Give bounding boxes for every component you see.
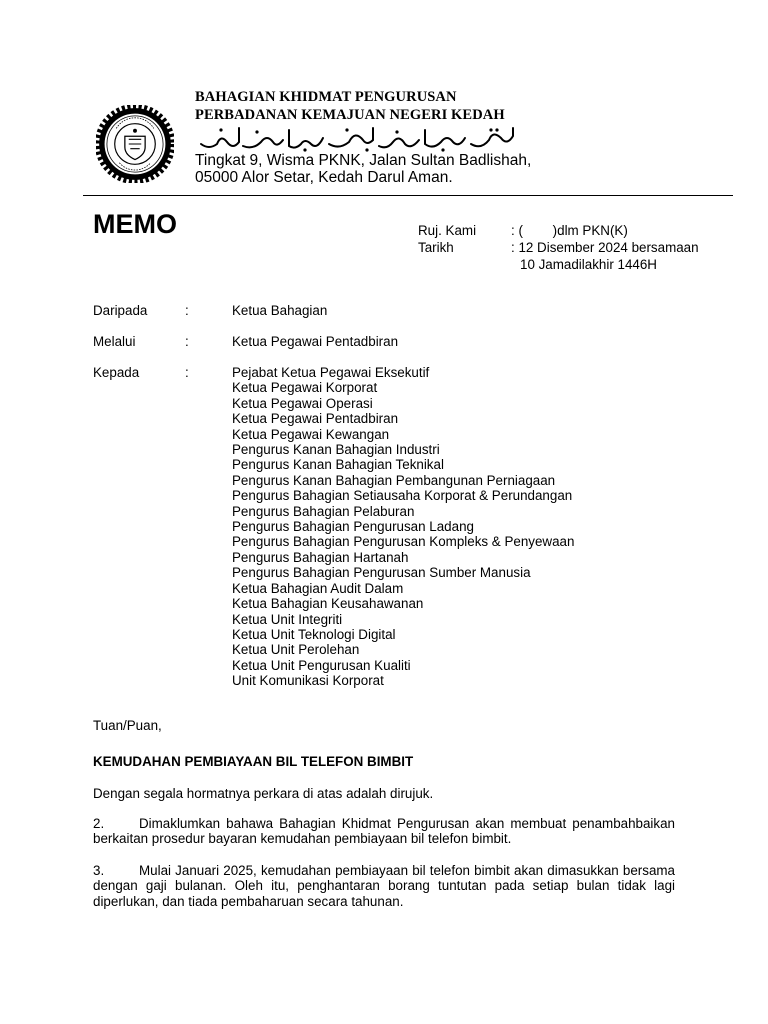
recipient-item: Pejabat Ketua Pegawai Eksekutif: [232, 365, 430, 380]
daripada-label: Daripada: [93, 303, 148, 318]
address-line-2: 05000 Alor Setar, Kedah Darul Aman.: [195, 169, 453, 186]
recipient-item: Ketua Bahagian Audit Dalam: [232, 580, 404, 596]
paragraph-2-number: 2.: [93, 816, 105, 831]
recipient-item: Pengurus Bahagian Pengurusan Sumber Manusia: [232, 565, 531, 581]
recipient-item: Pengurus Kanan Bahagian Teknikal: [232, 457, 444, 473]
memo-title: MEMO: [93, 209, 177, 239]
recipient-item: Ketua Pegawai Kewangan: [232, 426, 390, 442]
recipient-item: Ketua Bahagian Keusahawanan: [232, 596, 424, 612]
recipient-item: Ketua Pegawai Operasi: [232, 395, 373, 411]
paragraph-2-text: Dimaklumkan bahawa Bahagian Khidmat Pengurusan akan membuat penambahbaikan berkaitan prosedur bayaran kemudahan pembiayaan bil telefon bimbit.: [93, 816, 675, 847]
tarikh-label: Tarikh: [418, 240, 454, 255]
kepada-label: Kepada: [93, 365, 140, 380]
organization-name: [195, 88, 505, 124]
recipient-item: Ketua Unit Pengurusan Kualiti: [232, 657, 411, 673]
address: [195, 152, 531, 186]
pknk-seal-icon: [96, 105, 174, 183]
address-line-1: Tingkat 9, Wisma PKNK, Jalan Sultan Badlishah,: [195, 152, 532, 169]
melalui-value: Ketua Pegawai Pentadbiran: [232, 334, 399, 349]
recipient-item: Pengurus Bahagian Pengurusan Ladang: [232, 519, 474, 535]
org-line-1: BAHAGIAN KHIDMAT PENGURUSAN: [195, 89, 457, 105]
paragraph-3-text: Mulai Januari 2025, kemudahan pembiayaan bil telefon bimbit akan dimasukkan bersama dengan gaji bulanan. Oleh itu, penghantaran borang tuntutan pada setiap bulan tidak lagi diperlukan, dan tiada pembaharuan secara tahunan.: [93, 863, 675, 909]
salutation: Tuan/Puan,: [93, 718, 162, 733]
ruj-label: Ruj. Kami: [418, 223, 477, 238]
recipient-item: Ketua Pegawai Pentadbiran: [232, 411, 399, 427]
recipient-item: Ketua Pegawai Korporat: [232, 380, 378, 396]
tarikh-value-hijri: 10 Jamadilakhir 1446H: [520, 257, 657, 272]
memo-subject: KEMUDAHAN PEMBIAYAAN BIL TELEFON BIMBIT: [93, 754, 414, 769]
org-line-2: PERBADANAN KEMAJUAN NEGERI KEDAH: [195, 107, 505, 123]
jawi-script-icon: [197, 124, 527, 152]
recipient-item: Ketua Unit Teknologi Digital: [232, 626, 396, 642]
recipient-item: Pengurus Kanan Bahagian Industri: [232, 442, 440, 458]
recipient-item: Pengurus Bahagian Pengurusan Kompleks & Penyewaan: [232, 534, 575, 550]
melalui-label: Melalui: [93, 334, 136, 349]
letterhead-divider: [83, 195, 733, 196]
recipient-item: Ketua Unit Perolehan: [232, 642, 360, 658]
paragraph-3-number: 3.: [93, 863, 105, 878]
recipient-item: Pengurus Bahagian Pelaburan: [232, 503, 415, 519]
recipient-item: Pengurus Bahagian Hartanah: [232, 549, 409, 565]
daripada-value: Ketua Bahagian: [232, 303, 328, 318]
paragraph-3: [93, 863, 675, 909]
paragraph-2: [93, 816, 675, 847]
ruj-value: : ( )dlm PKN(K): [511, 223, 628, 238]
tarikh-value: : 12 Disember 2024 bersamaan: [511, 240, 699, 255]
recipient-item: Ketua Unit Integriti: [232, 611, 343, 627]
recipient-item: Pengurus Kanan Bahagian Pembangunan Perniagaan: [232, 472, 556, 488]
daripada-colon: :: [185, 303, 189, 318]
kepada-colon: :: [185, 365, 189, 380]
recipient-item: Unit Komunikasi Korporat: [232, 673, 384, 689]
melalui-colon: :: [185, 334, 189, 349]
recipient-list: [232, 365, 574, 689]
recipient-item: Pengurus Bahagian Setiausaha Korporat & Perundangan: [232, 488, 573, 504]
intro-paragraph: Dengan segala hormatnya perkara di atas adalah dirujuk.: [93, 786, 434, 801]
